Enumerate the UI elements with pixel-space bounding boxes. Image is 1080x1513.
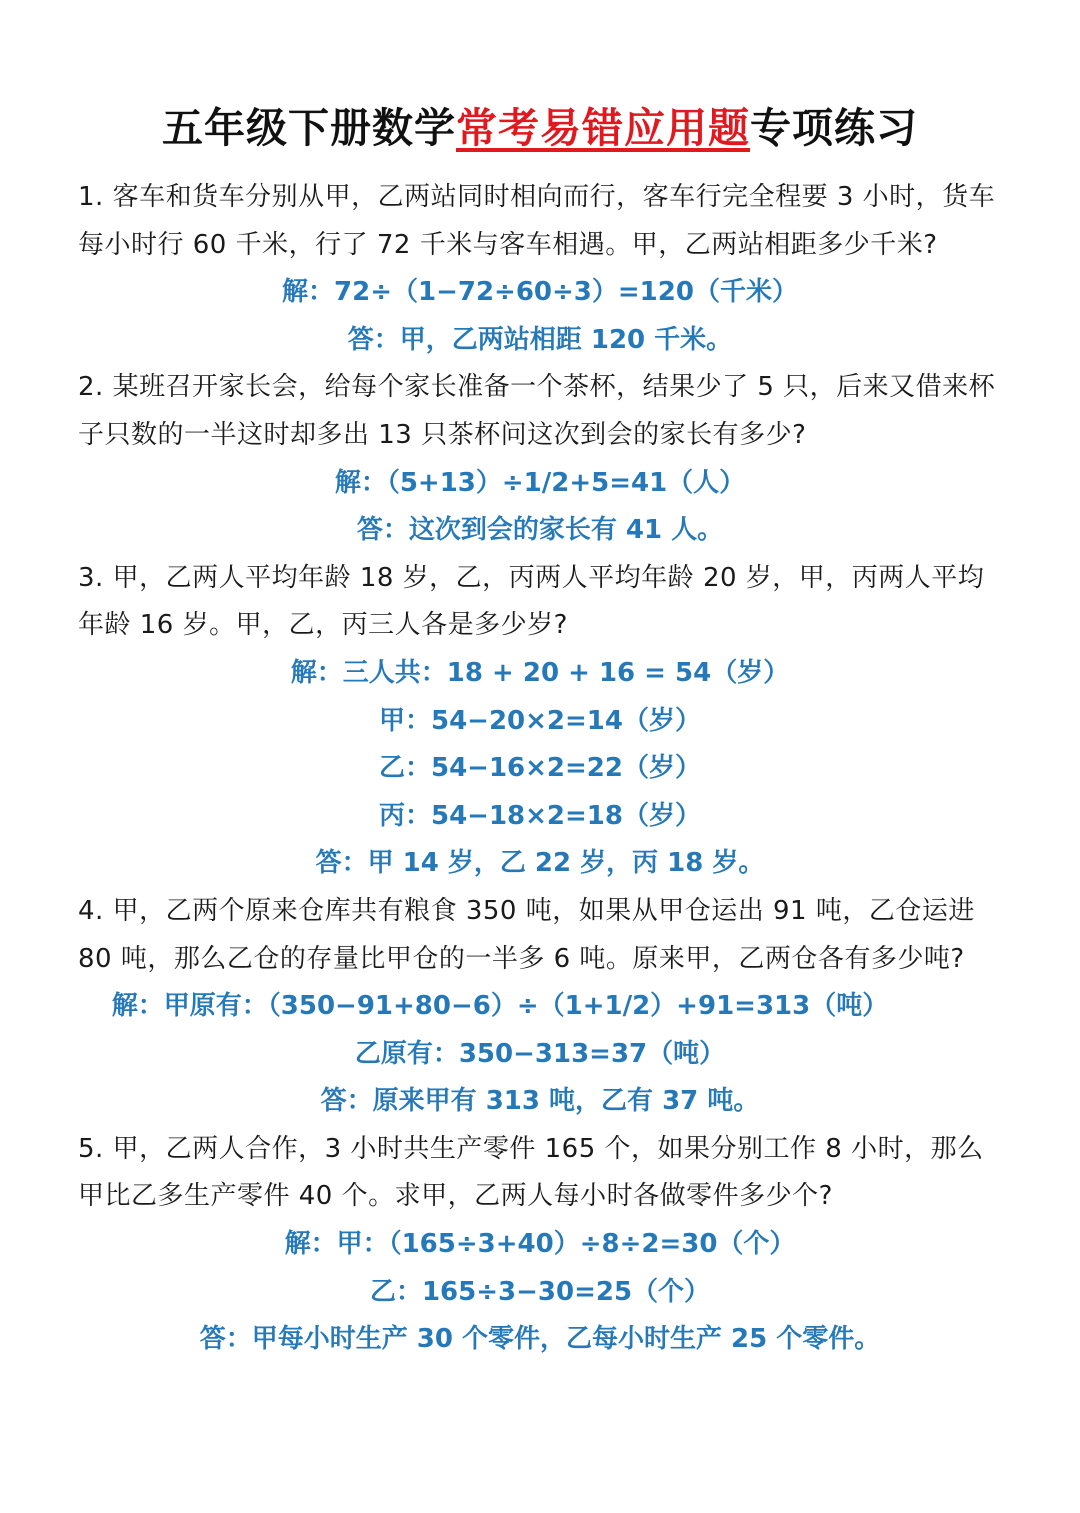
answer-line: 答：甲 14 岁，乙 22 岁，丙 18 岁。 [315,848,765,879]
answer-line: 答：原来甲有 313 吨，乙有 37 吨。 [320,1086,760,1117]
answer-line: 答：这次到会的家长有 41 人。 [356,515,724,546]
solution-line: 解：甲：（165÷3+40）÷8÷2=30（个） [284,1229,796,1260]
solution-line: 乙：54−16×2=22（岁） [379,753,701,784]
question-text: 5. 甲，乙两人合作，3 小时共生产零件 165 个，如果分别工作 8 小时，那么甲比乙多生产零件 40 个。求甲，乙两人每小时各做零件多少个? [78,1133,984,1212]
solution-line: 解：（5+13）÷1/2+5=41（人） [334,467,746,498]
problem-5 [78,1126,1002,1364]
solution-line: 解：三人共：18 + 20 + 16 = 54（岁） [290,657,790,688]
question-text: 1. 客车和货车分别从甲，乙两站同时相向而行，客车行完全程要 3 小时，货车每小时行 60 千米，行了 72 千米与客车相遇。甲，乙两站相距多少千米? [78,182,996,260]
answer-line: 答：甲，乙两站相距 120 千米。 [347,324,733,355]
problem-4 [78,888,1002,1126]
solution-line: 乙：165÷3−30=25（个） [369,1276,711,1307]
question-text: 3. 甲，乙两人平均年龄 18 岁，乙，丙两人平均年龄 20 岁，甲，丙两人平均年龄 16 岁。甲，乙，丙三人各是多少岁? [78,562,985,641]
solution-line: 乙原有：350−313=37（吨） [354,1038,726,1069]
question-text: 2. 某班召开家长会，给每个家长准备一个茶杯，结果少了 5 只，后来又借来杯子只数的一半这时却多出 13 只茶杯问这次到会的家长有多少? [78,372,996,450]
problem-1 [78,174,1002,364]
solution-line: 解：72÷（1−72÷60÷3）=120（千米） [282,277,798,308]
solution-line: 解：甲原有：（350−91+80−6）÷（1+1/2）+91=313（吨） [111,991,889,1022]
answer-line: 答：甲每小时生产 30 个零件，乙每小时生产 25 个零件。 [199,1324,881,1355]
solution-line: 丙：54−18×2=18（岁） [379,800,701,831]
problem-2 [78,364,1002,554]
title-suffix: 专项练习 [750,104,918,152]
problem-3 [78,555,1002,888]
page-title [78,0,1002,158]
title-prefix: 五年级下册数学 [162,104,456,152]
question-text: 4. 甲，乙两个原来仓库共有粮食 350 吨，如果从甲仓运出 91 吨，乙仓运进 80 吨，那么乙仓的存量比甲仓的一半多 6 吨。原来甲，乙两仓各有多少吨? [78,895,975,974]
title-highlight: 常考易错应用题 [456,104,750,152]
problem-list [78,174,1002,1364]
solution-line: 甲：54−20×2=14（岁） [379,705,701,736]
